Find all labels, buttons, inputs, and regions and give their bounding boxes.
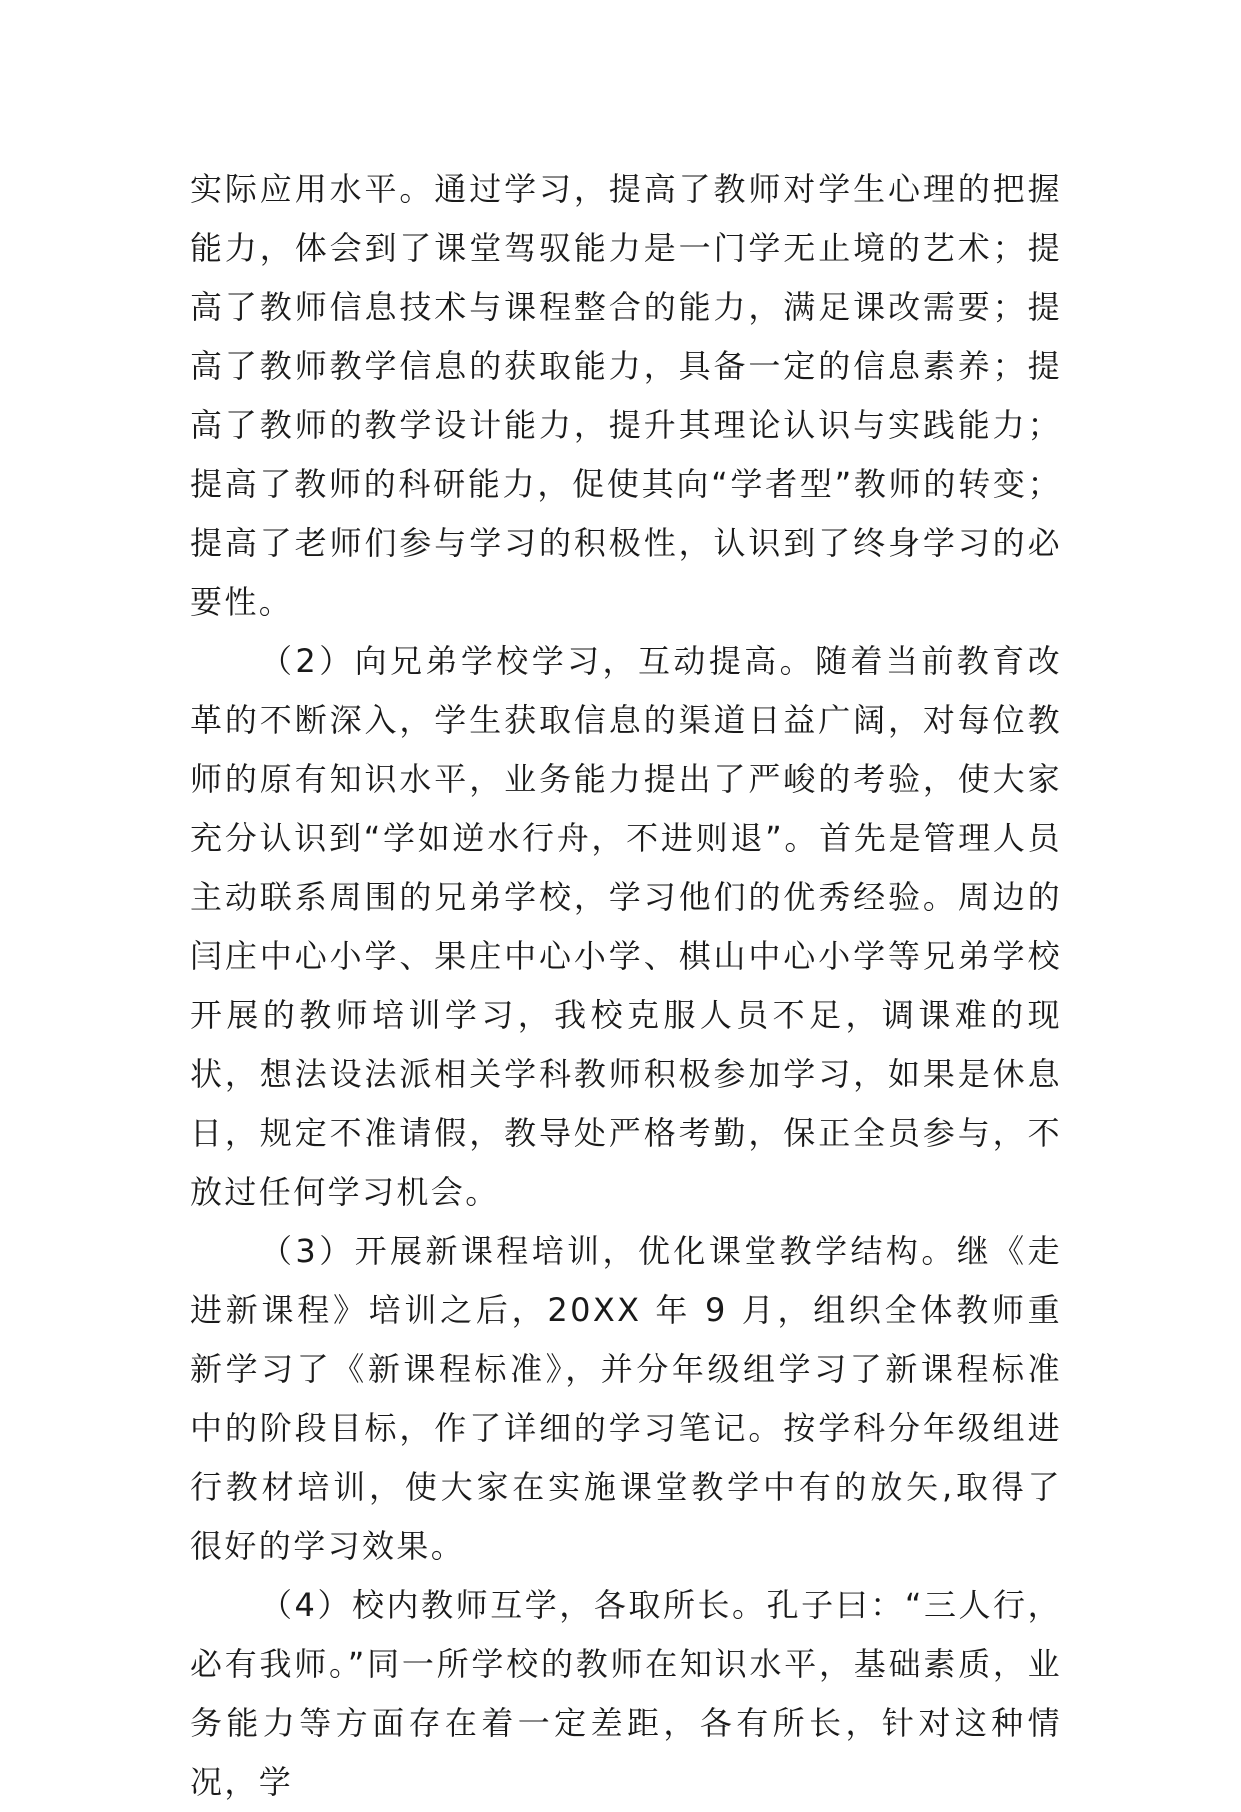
paragraph-4: （4）校内教师互学，各取所长。孔子曰：“三人行，必有我师。”同一所学校的教师在知识水平，基础素质，业务能力等方面存在着一定差距，各有所长，针对这种情况，学 [190, 1586, 1062, 1801]
paragraph-3: （3）开展新课程培训，优化课堂教学结构。继《走进新课程》培训之后，20XX 年 9 月，组织全体教师重新学习了《新课程标准》，并分年级组学习了新课程标准中的阶段目标，作了详细的学习笔记。按学科分年级组进行教材培训，使大家在实施课堂教学中有的放矢,取得了很好的学习效果。 [190, 1232, 1062, 1565]
paragraph-2: （2）向兄弟学校学习，互动提高。随着当前教育改革的不断深入，学生获取信息的渠道日益广阔，对每位教师的原有知识水平，业务能力提出了严峻的考验，使大家充分认识到“学如逆水行舟，不进则退”。首先是管理人员主动联系周围的兄弟学校，学习他们的优秀经验。周边的闫庄中心小学、果庄中心小学、棋山中心小学等兄弟学校开展的教师培训学习，我校克服人员不足，调课难的现状，想法设法派相关学科教师积极参加学习，如果是休息日，规定不准请假，教导处严格考勤，保正全员参与，不放过任何学习机会。 [190, 642, 1062, 1211]
body-text [190, 160, 1062, 1812]
paragraph-1: 实际应用水平。通过学习，提高了教师对学生心理的把握能力，体会到了课堂驾驭能力是一门学无止境的艺术；提高了教师信息技术与课程整合的能力，满足课改需要；提高了教师教学信息的获取能力，具备一定的信息素养；提高了教师的教学设计能力，提升其理论认识与实践能力；提高了教师的科研能力，促使其向“学者型”教师的转变；提高了老师们参与学习的积极性，认识到了终身学习的必要性。 [190, 170, 1062, 621]
